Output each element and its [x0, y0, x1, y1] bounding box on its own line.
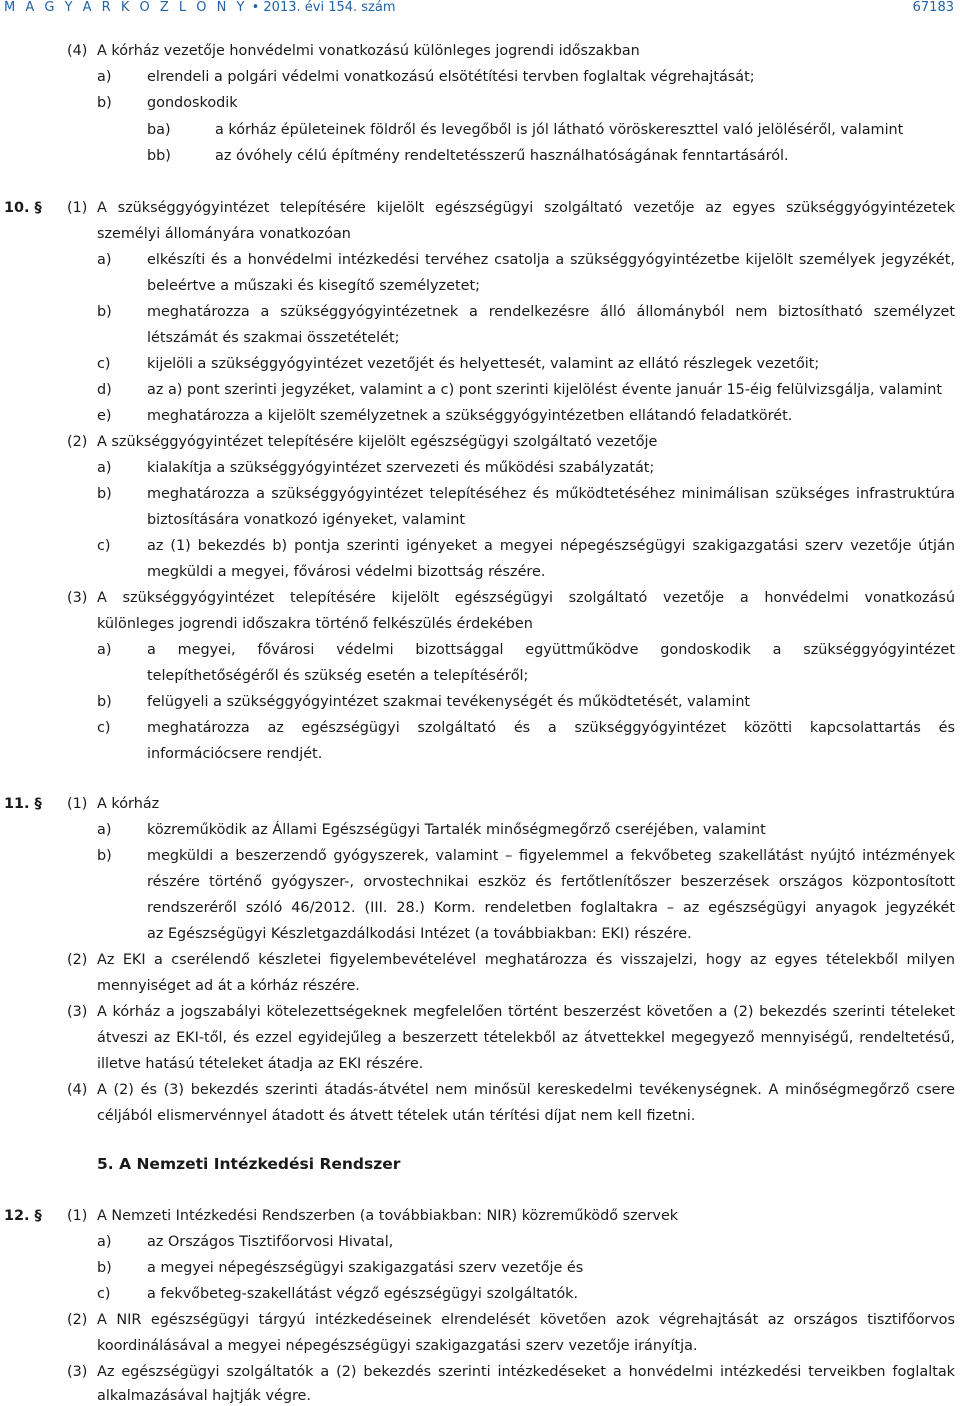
point-text: felügyeli a szükséggyógyintézet szakmai tevékenységét és működtetését, valamint — [147, 694, 751, 710]
subpoint-label: bb) — [147, 148, 171, 164]
point-text: telepíthetőségéről és szükség esetén a telepítéséről; — [147, 668, 529, 684]
paragraph-text: mennyiséget ad át a kórház részére. — [97, 978, 360, 994]
point-label: a) — [97, 252, 112, 268]
paragraph-text: személyi állományára vonatkozóan — [97, 226, 351, 242]
point-label: b) — [97, 848, 112, 864]
point-label: b) — [97, 95, 112, 111]
point-text: meghatározza a szükséggyógyintézetnek a rendelkezésre álló állományból nem biztosítható személyzet — [147, 304, 955, 320]
point-text: rendszeréről szóló 46/2012. (III. 28.) Korm. rendeletben foglaltakra – az egészségügyi anyagok jegyzékét — [147, 900, 955, 916]
point-text: megküldi a megyei, fővárosi védelmi bizottság részére. — [147, 564, 546, 580]
point-label: b) — [97, 1260, 112, 1276]
point-text: létszámát és szakmai összetételét; — [147, 330, 400, 346]
paragraph-text: különleges jogrendi időszakra történő felkészülés érdekében — [97, 616, 533, 632]
paragraph-text: A kórház vezetője honvédelmi vonatkozású különleges jogrendi időszakban — [97, 43, 640, 59]
point-text: beleértve a műszaki és kisegítő személyzetet; — [147, 278, 480, 294]
paragraph-text: A Nemzeti Intézkedési Rendszerben (a továbbiakban: NIR) közreműködő szervek — [97, 1208, 679, 1224]
issue-number: 2013. évi 154. szám — [263, 0, 396, 15]
point-text: elkészíti és a honvédelmi intézkedési tervéhez csatolja a szükséggyógyintézetbe kijelölt személyek jegyzékét, — [147, 252, 955, 268]
point-label: a) — [97, 642, 112, 658]
paragraph-text: Az EKI a cserélendő készletei figyelembevételével meghatározza és visszajelzi, hogy az egyes tételekből milyen — [97, 952, 955, 968]
point-text: részére történő gyógyszer-, orvostechnikai eszköz és fertőtlenítőszer beszerzések országos központosított — [147, 874, 955, 890]
point-label: b) — [97, 304, 112, 320]
point-label: a) — [97, 822, 112, 838]
subpoint-text: az óvóhely célú építmény rendeltetésszerű használhatóságának fenntartásáról. — [215, 148, 789, 164]
point-label: a) — [97, 1234, 112, 1250]
paragraph-text: céljából elismervénnyel átadott és átvett tételek után térítési díjat nem kell fizetni. — [97, 1108, 696, 1124]
page-number: 67183 — [912, 0, 954, 15]
point-text: a megyei népegészségügyi szakigazgatási szerv vezetője és — [147, 1260, 584, 1276]
paragraph-number: (3) — [67, 590, 88, 606]
point-text: meghatározza az egészségügyi szolgáltató és a szükséggyógyintézet közötti kapcsolattartás és — [147, 720, 955, 736]
paragraph-text: A kórház — [97, 796, 160, 812]
point-text: meghatározza a kijelölt személyzetnek a szükséggyógyintézetben ellátandó feladatkörét. — [147, 408, 793, 424]
point-label: b) — [97, 694, 112, 710]
point-text: információcsere rendjét. — [147, 746, 323, 762]
paragraph-number: (2) — [67, 434, 88, 450]
point-label: c) — [97, 720, 111, 736]
paragraph-number: (2) — [67, 952, 88, 968]
point-text: a fekvőbeteg-szakellátást végző egészségügyi szolgáltatók. — [147, 1286, 579, 1302]
paragraph-text: Az egészségügyi szolgáltatók a (2) bekezdés szerinti intézkedéseket a honvédelmi intézkedési terveikben foglaltak — [97, 1364, 955, 1380]
point-text: az a) pont szerinti jegyzéket, valamint a c) pont szerinti kijelölést évente január 15-éig felülvizsgálja, valamint — [147, 382, 943, 398]
section-symbol: § — [34, 200, 42, 216]
paragraph-number: (3) — [67, 1004, 88, 1020]
header-bullet: • — [251, 0, 260, 15]
paragraph-text: illetve hatású tételeket átadja az EKI részére. — [97, 1056, 424, 1072]
paragraph-text: A (2) és (3) bekezdés szerinti átadás-átvétel nem minősül kereskedelmi tevékenységnek. A minőségmegőrző csere — [97, 1082, 955, 1098]
point-text: a megyei, fővárosi védelmi bizottsággal együttműködve gondoskodik a szükséggyógyintézet — [147, 642, 955, 658]
paragraph-number: (2) — [67, 1312, 88, 1328]
paragraph-number: (4) — [67, 1082, 88, 1098]
point-text: elrendeli a polgári védelmi vonatkozású elsötétítési tervben foglaltak végrehajtását; — [147, 69, 755, 85]
section-symbol: § — [34, 1208, 42, 1224]
point-label: c) — [97, 1286, 111, 1302]
paragraph-number: (1) — [67, 200, 88, 216]
paragraph-text: A NIR egészségügyi tárgyú intézkedéseinek elrendelését követően azok végrehajtását az országos tisztifőorvos — [97, 1312, 955, 1328]
paragraph-text: A szükséggyógyintézet telepítésére kijelölt egészségügyi szolgáltató vezetője a honvédelmi vonatkozású — [97, 590, 955, 606]
subpoint-label: ba) — [147, 122, 171, 138]
point-text: közreműködik az Állami Egészségügyi Tartalék minőségmegőrző cseréjében, valamint — [147, 822, 766, 838]
paragraph-text: A szükséggyógyintézet telepítésére kijelölt egészségügyi szolgáltató vezetője az egyes szükséggyógyintézetek — [97, 200, 955, 216]
point-text: biztosítására vonatkozó igényeket, valamint — [147, 512, 466, 528]
point-text: az Egészségügyi Készletgazdálkodási Intézet (a továbbiakban: EKI) részére. — [147, 926, 692, 942]
paragraph-number: (1) — [67, 1208, 88, 1224]
point-label: c) — [97, 356, 111, 372]
point-label: d) — [97, 382, 112, 398]
point-text: meghatározza a szükséggyógyintézet telepítéséhez és működtetéséhez minimálisan szükséges infrastruktúra — [147, 486, 955, 502]
point-label: b) — [97, 486, 112, 502]
point-label: a) — [97, 460, 112, 476]
paragraph-text: A kórház a jogszabályi kötelezettségeknek megfelelően történt beszerzést követően a (2) bekezdés szerinti tételeket — [97, 1004, 955, 1020]
journal-title: M A G Y A R K Ö Z L Ö N Y — [4, 0, 248, 15]
paragraph-number: (3) — [67, 1364, 88, 1380]
paragraph-text: A szükséggyógyintézet telepítésére kijelölt egészségügyi szolgáltató vezetője — [97, 434, 658, 450]
running-header — [4, 0, 396, 15]
section-number — [4, 198, 42, 218]
section-num-text: 12. — [4, 1208, 30, 1224]
paragraph-number: (4) — [67, 43, 88, 59]
paragraph-text: koordinálásával a megyei népegészségügyi szakigazgatási szerv vezetője irányítja. — [97, 1338, 698, 1354]
section-num-text: 11. — [4, 796, 30, 812]
section-number — [4, 1206, 42, 1226]
point-text: gondoskodik — [147, 95, 238, 111]
point-label: c) — [97, 538, 111, 554]
point-text: megküldi a beszerzendő gyógyszerek, valamint – figyelemmel a fekvőbeteg szakellátást nyújtó intézmények — [147, 848, 955, 864]
point-text: az Országos Tisztifőorvosi Hivatal, — [147, 1234, 394, 1250]
point-text: az (1) bekezdés b) pontja szerinti igényeket a megyei népegészségügyi szakigazgatási szerv vezetője útján — [147, 538, 955, 554]
point-text: kialakítja a szükséggyógyintézet szervezeti és működési szabályzatát; — [147, 460, 655, 476]
paragraph-number: (1) — [67, 796, 88, 812]
section-num-text: 10. — [4, 200, 30, 216]
point-text: kijelöli a szükséggyógyintézet vezetőjét és helyettesét, valamint az ellátó részlegek vezetőit; — [147, 356, 820, 372]
paragraph-text: átveszi az EKI-től, és ezzel egyidejűleg a beszerzett tételekből az átvettekkel megegyező mennyiségű, rendeltetésű, — [97, 1030, 955, 1046]
subpoint-text: a kórház épületeinek földről és levegőből is jól látható vöröskereszttel való jelöléséről, valamint — [215, 122, 904, 138]
section-symbol: § — [34, 796, 42, 812]
point-label: e) — [97, 408, 112, 424]
section-number — [4, 794, 42, 814]
paragraph-text: alkalmazásával hajtják végre. — [97, 1388, 311, 1404]
point-label: a) — [97, 69, 112, 85]
chapter-heading: 5. A Nemzeti Intézkedési Rendszer — [97, 1155, 401, 1173]
